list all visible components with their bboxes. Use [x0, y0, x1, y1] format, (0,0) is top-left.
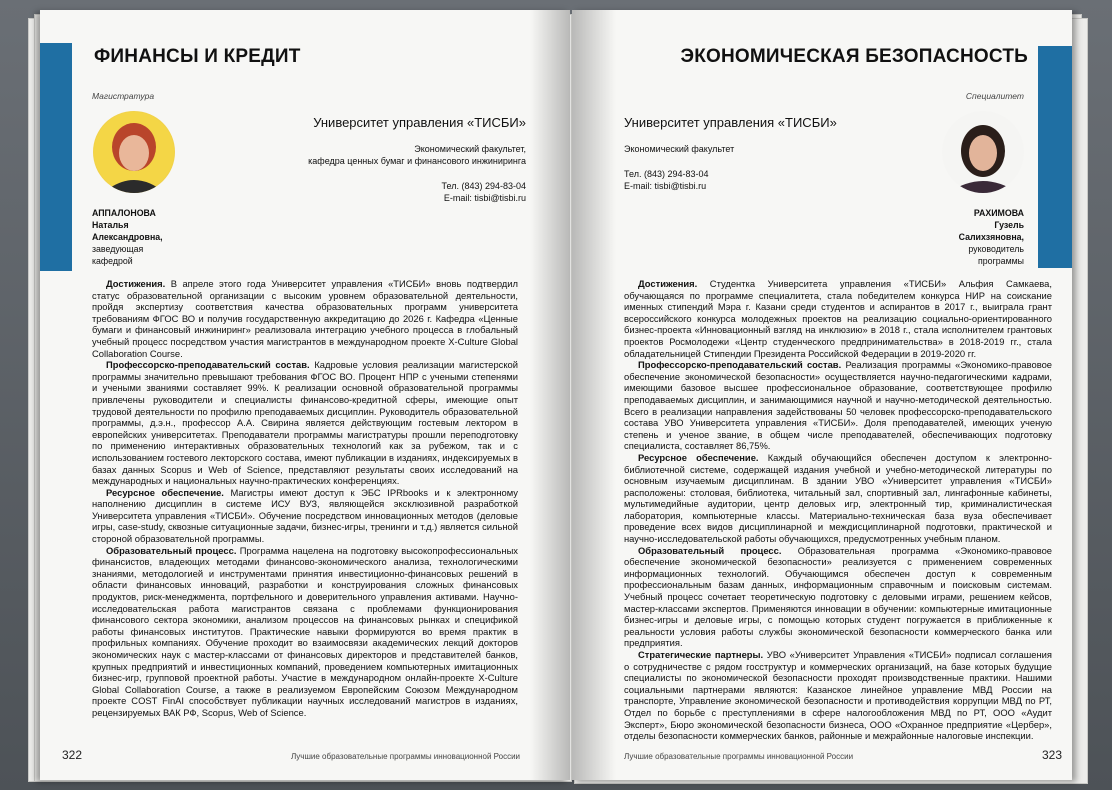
right-paragraph-title: Стратегические партнеры.	[638, 649, 764, 660]
left-paragraph-title: Образовательный процесс.	[106, 544, 237, 556]
right-paragraph-title: Достижения.	[638, 278, 698, 289]
left-contacts	[442, 180, 527, 204]
right-page-number: 323	[1041, 748, 1062, 762]
right-body-text	[624, 278, 1052, 746]
right-faculty	[624, 143, 734, 155]
left-person-role2: кафедрой	[92, 256, 133, 266]
left-accent-bar	[40, 43, 72, 271]
right-section-title: ЭКОНОМИЧЕСКАЯ БЕЗОПАСНОСТЬ	[680, 46, 1028, 67]
left-faculty	[308, 143, 526, 167]
right-paragraph-text: Реализация программы «Экономико-правовое обеспечение экономической безопасности» осуществляется научно-педагогическими кадрами, имеющими базовое высшее профессиональное образование, соответствующее профилю преподаваемых дисциплин, и занимающимися научной и научно-методической деятельностью. Всего в реализации направления задействованы 50 человек профессорско-преподавательского состава УВО Университета управления «ТИСБИ». Доля преподавателей, имеющих ученую степень и ученое звание, в общем числе преподавателей, обеспечивающих подготовку специалиста, составляет 86,75%.	[624, 359, 1052, 452]
right-university: Университет управления «ТИСБИ»	[624, 115, 837, 130]
right-contacts	[624, 168, 709, 192]
right-person-patronymic: Салихзяновна,	[958, 232, 1024, 242]
left-email: E-mail: tisbi@tisbi.ru	[443, 193, 526, 203]
left-person-patronymic: Александровна,	[92, 232, 163, 242]
left-footer: Лучшие образовательные программы инновационной России	[290, 752, 520, 761]
left-page	[40, 10, 570, 780]
right-page	[572, 10, 1072, 780]
left-person-surname: АППАЛОНОВА	[92, 208, 156, 218]
left-paragraph	[92, 487, 518, 545]
left-phone: Тел. (843) 294-83-04	[441, 181, 526, 191]
right-paragraph-title: Образовательный процесс.	[638, 544, 782, 556]
left-body-text	[92, 278, 518, 746]
right-paragraph-text: Каждый обучающийся обеспечен доступом к электронно-библиотечной системе, содержащей издания учебной и учебно-методической литературы по основным изучаемым дисциплинам. В здании УВО «Университет управления «ТИСБИ» расположены: столовая, библиотека, читальный зал, спортивный зал, лингафонные кабинеты, мультимедийные аудитории, центр деловых игр, электронный тир, криминалистическая лаборатория, компьютерные классы. Материально-техническая база вуза обеспечивает проведение всех видов дисциплинарной и междисциплинарной подготовки, практической и научно-исследовательской работы обучающихся, предусмотренных учебным планом.	[624, 451, 1052, 545]
left-faculty-line2: кафедра ценных бумаг и финансового инжиниринга	[308, 156, 526, 166]
left-paragraph-title: Профессорско-преподавательский состав.	[106, 359, 310, 371]
right-email: E-mail: tisbi@tisbi.ru	[624, 181, 707, 191]
left-person-role1: заведующая	[92, 244, 144, 254]
left-gutter-shadow	[530, 10, 570, 780]
right-paragraph-text: Студентка Университета управления «ТИСБИ» Альфия Самкаева, обучающаяся по программе специалитета, стала победителем конкурса НИР на соискание именных стипендий Мэра г. Казани среди студентов и аспирантов в 2017 г., выиграла грант всероссийского конкурса молодежных проектов на реализацию социально-ориентированного бизнес-проекта «Инновационный взгляд на инклюзию» в 2018 г., стала исполнителем грантовых проектов Росмолодежи «Центр студенческого предпринимательства» в 2018-2019 гг., стала обладательницей Стипендии Президента Российской Федерации в 2019-2020 гг.	[624, 278, 1052, 359]
right-person-photo	[942, 111, 1024, 193]
right-person-surname: РАХИМОВА	[973, 208, 1024, 218]
left-paragraph-text: Программа нацелена на подготовку высокопрофессиональных финансистов, владеющих методами финансово-экономического анализа, технологическими знаниями, методологией и инструментами принятия инвестиционно-финансовых решений в области финансовых инноваций, разработки и конструирования сложных финансовых продуктов, риск-менеджмента, портфельного и доверительного управления активами. Научно-исследовательская работа магистрантов связана с проблемами функционирования финансового сектора экономики, анализом процессов на финансовых рынках и спецификой работы финансовых институтов. Практические навыки формируются во время практик в профильных компаниях. Обучение проходит во взаимосвязи академических лекций докторов экономических наук с мастер-классами от финансовых директоров и представителей банков, крупных предприятий и инвестиционных компаний, проведением компьютерных имитационных бизнес-игр, групповой проектной работы. Участие в международном онлайн-проекте X-Culture Global Collaboration Course, а также в реализуемом Европейским Союзом Международном проекте COST FinAI способствует публикации научных исследований магистров в изданиях, рецензируемых ВАК РФ, Scopus, Web of Science.	[92, 544, 518, 718]
left-page-number: 322	[62, 748, 83, 762]
right-paragraph	[624, 278, 1052, 359]
left-paragraph-title: Достижения.	[106, 278, 166, 289]
left-paragraph-text: Магистры имеют доступ к ЭБС IPRbooks и к электронному наполнению дисциплин в системе ИСУ ВУЗ, являющейся эксклюзивной разработкой Университета управления «ТИСБИ». Обучение посредством инновационных методов (деловые игры, case-study, сквозные ситуационные задачи, бизнес-игры, тренинги и т.д.) является сильной стороной образовательной программы.	[92, 486, 518, 545]
left-paragraph-title: Ресурсное обеспечение.	[106, 486, 224, 498]
right-paragraph-text: Образовательная программа «Экономико-правовое обеспечение экономической безопасности» реализуется с применением современных информационных технологий. Обучающимся обеспечен доступ к современным профессиональным базам данных, информационным справочным и поисковым системам. Учебный процесс сочетает теоретическую подготовку с деловыми играми, решением кейсов, мастер-классами экспертов. Применяются инновации в обучении: компьютерные имитационные бизнес-игры и деловые игры, с помощью которых студент погружается в приближенные к реальности условия работы службы экономической безопасности коммерческого банка или предприятия.	[624, 544, 1052, 649]
right-person-name: Гузель	[994, 220, 1024, 230]
left-paragraph-text: Кадровые условия реализации магистерской программы значительно превышают требования ФГОС ВО. Процент НПР с учеными степенями и учеными званиями составляет 99%. К реализации основной образовательной программы привлечены руководители и специалисты финансово-кредитной сферы, имеющие опыт трудовой деятельности по профилю преподаваемых дисциплин. Руководитель образовательной программы, д.э.н., профессор А.А. Свирина является действующим гостевым лектором в европейских университетах. Преподаватели программы магистратуры прошли переподготовку по применению интерактивных образовательных технологий как за рубежом, так и с использованием гостевого лекторского состава, имеют публикации в изданиях, индексируемых в базах данных Scopus и Web of Science, представляют результаты своих исследований на международных и национальных научно-практических конференциях.	[92, 359, 518, 487]
left-person-name: Наталья	[92, 220, 129, 230]
right-gutter-shadow	[572, 10, 616, 780]
right-paragraph	[624, 649, 1052, 742]
left-paragraph	[92, 278, 518, 359]
left-paragraph	[92, 359, 518, 487]
right-category: Специалитет	[965, 91, 1024, 101]
right-paragraph-text: УВО «Университет Управления «ТИСБИ» подписал соглашения о сотрудничестве с рядом госструктур и коммерческих организаций, на базе которых будущие специалисты по экономической безопасности проходят производственные практики. Нашими социальными партнерами являются: Казанское линейное управление МВД России на транспорте, Управление экономической безопасности и противодействия коррупции МВД по РТ, Отдел по борьбе с преступлениями в сфере налогообложения МВД по РТ, ООО «Аудит Эксперт», Бюро экономической безопасности бизнеса, ООО «Охранное предприятие «Цербер», отделы безопасности коммерческих банков, районные и межрайонные налоговые инспекции.	[624, 649, 1052, 742]
right-person-role1: руководитель	[968, 244, 1024, 254]
right-paragraph	[624, 545, 1052, 649]
left-faculty-line1: Экономический факультет,	[414, 144, 526, 154]
left-person-card	[92, 207, 163, 267]
left-person-photo	[93, 111, 175, 193]
left-paragraph-text: В апреле этого года Университет управления «ТИСБИ» вновь подтвердил статус образовательной организации с высоким уровнем образовательной деятельности, пройдя экспертизу соответствия качества образовательных программ университета требованиям ФГОС ВО и получив государственную аккредитацию до 2026 г. Кафедра «Ценные бумаги и финансовый инжиниринг» реализовала интеграцию учебного процесса в глобальный учебный процесс посредством участия магистрантов в международном проекте X-Culture Global Collaboration Course.	[92, 278, 518, 359]
left-section-title: ФИНАНСЫ И КРЕДИТ	[94, 46, 301, 67]
left-university: Университет управления «ТИСБИ»	[313, 115, 526, 130]
right-person-role2: программы	[978, 256, 1024, 266]
right-faculty-line1: Экономический факультет	[624, 144, 735, 154]
right-paragraph	[624, 359, 1052, 452]
left-paragraph	[92, 545, 518, 719]
right-paragraph-title: Ресурсное обеспечение.	[638, 451, 759, 463]
right-phone: Тел. (843) 294-83-04	[624, 169, 709, 179]
right-paragraph-title: Профессорско-преподавательский состав.	[638, 359, 842, 371]
left-category: Магистратура	[92, 91, 155, 101]
right-paragraph	[624, 452, 1052, 545]
right-person-card	[959, 207, 1024, 267]
right-accent-bar	[1038, 46, 1072, 268]
right-footer: Лучшие образовательные программы инновационной России	[624, 752, 854, 761]
